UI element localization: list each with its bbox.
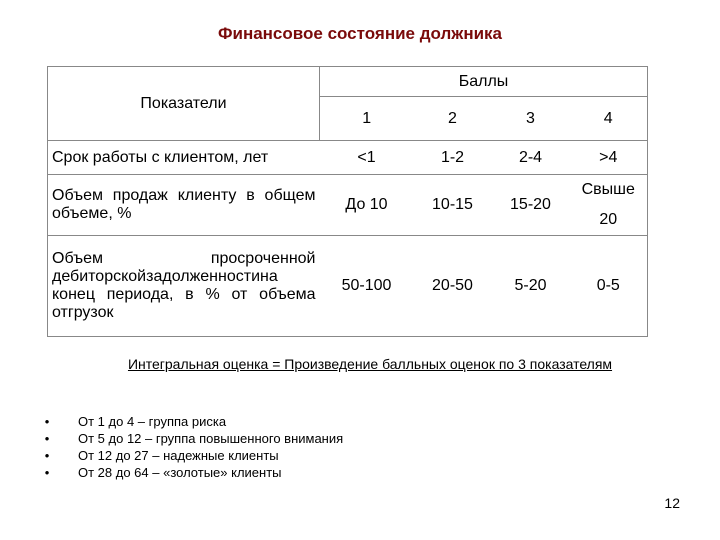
- list-item: [40, 430, 343, 447]
- list-item-text: От 12 до 27 – надежные клиенты: [78, 448, 279, 463]
- list-item: [40, 413, 343, 430]
- bullet-icon: •: [44, 448, 50, 463]
- slide-title: Финансовое состояние должника: [217, 24, 502, 43]
- row-label-tenure: Срок работы с клиентом, лет: [48, 141, 320, 175]
- bullet-icon: •: [44, 431, 50, 446]
- cell-overdue-1: 50-100: [320, 236, 414, 337]
- cell-tenure-3: 2-4: [492, 141, 570, 175]
- list-item: [40, 464, 343, 481]
- point-column-3: 3: [492, 97, 570, 141]
- row-label-sales-share: Объем продаж клиенту в общем объеме, %: [48, 175, 320, 236]
- cell-tenure-1: <1: [320, 141, 414, 175]
- cell-sales-share-3: 15-20: [492, 175, 570, 236]
- cell-tenure-4: >4: [570, 141, 648, 175]
- header-points: Баллы: [320, 67, 648, 97]
- row-label-overdue-receivables: Объем просроченной дебиторскойзадолженностина конец периода, в % от объема отгрузок: [48, 236, 320, 337]
- list-item-text: От 1 до 4 – группа риска: [78, 414, 227, 429]
- cell-sales-share-2: 10-15: [414, 175, 492, 236]
- cell-tenure-2: 1-2: [414, 141, 492, 175]
- list-item-text: От 28 до 64 – «золотые» клиенты: [78, 465, 282, 480]
- cell-sales-share-1: До 10: [320, 175, 414, 236]
- scoring-table: [47, 66, 648, 337]
- bullet-icon: •: [44, 465, 50, 480]
- cell-sales-share-4: [570, 175, 648, 236]
- bullet-icon: •: [44, 414, 50, 429]
- point-column-2: 2: [414, 97, 492, 141]
- point-column-1: 1: [320, 97, 414, 141]
- header-indicators: Показатели: [48, 67, 320, 141]
- page-number: 12: [664, 495, 680, 511]
- list-item: [40, 447, 343, 464]
- integral-score-formula: Интегральная оценка = Произведение балльных оценок по 3 показателям: [127, 356, 613, 372]
- cell-overdue-2: 20-50: [414, 236, 492, 337]
- cell-overdue-4: 0-5: [570, 236, 648, 337]
- list-item-text: От 5 до 12 – группа повышенного внимания: [78, 431, 344, 446]
- score-groups-list: [40, 413, 343, 481]
- point-column-4: 4: [570, 97, 648, 141]
- cell-overdue-3: 5-20: [492, 236, 570, 337]
- cell-sales-share-4-text: Свыше 20: [581, 181, 635, 228]
